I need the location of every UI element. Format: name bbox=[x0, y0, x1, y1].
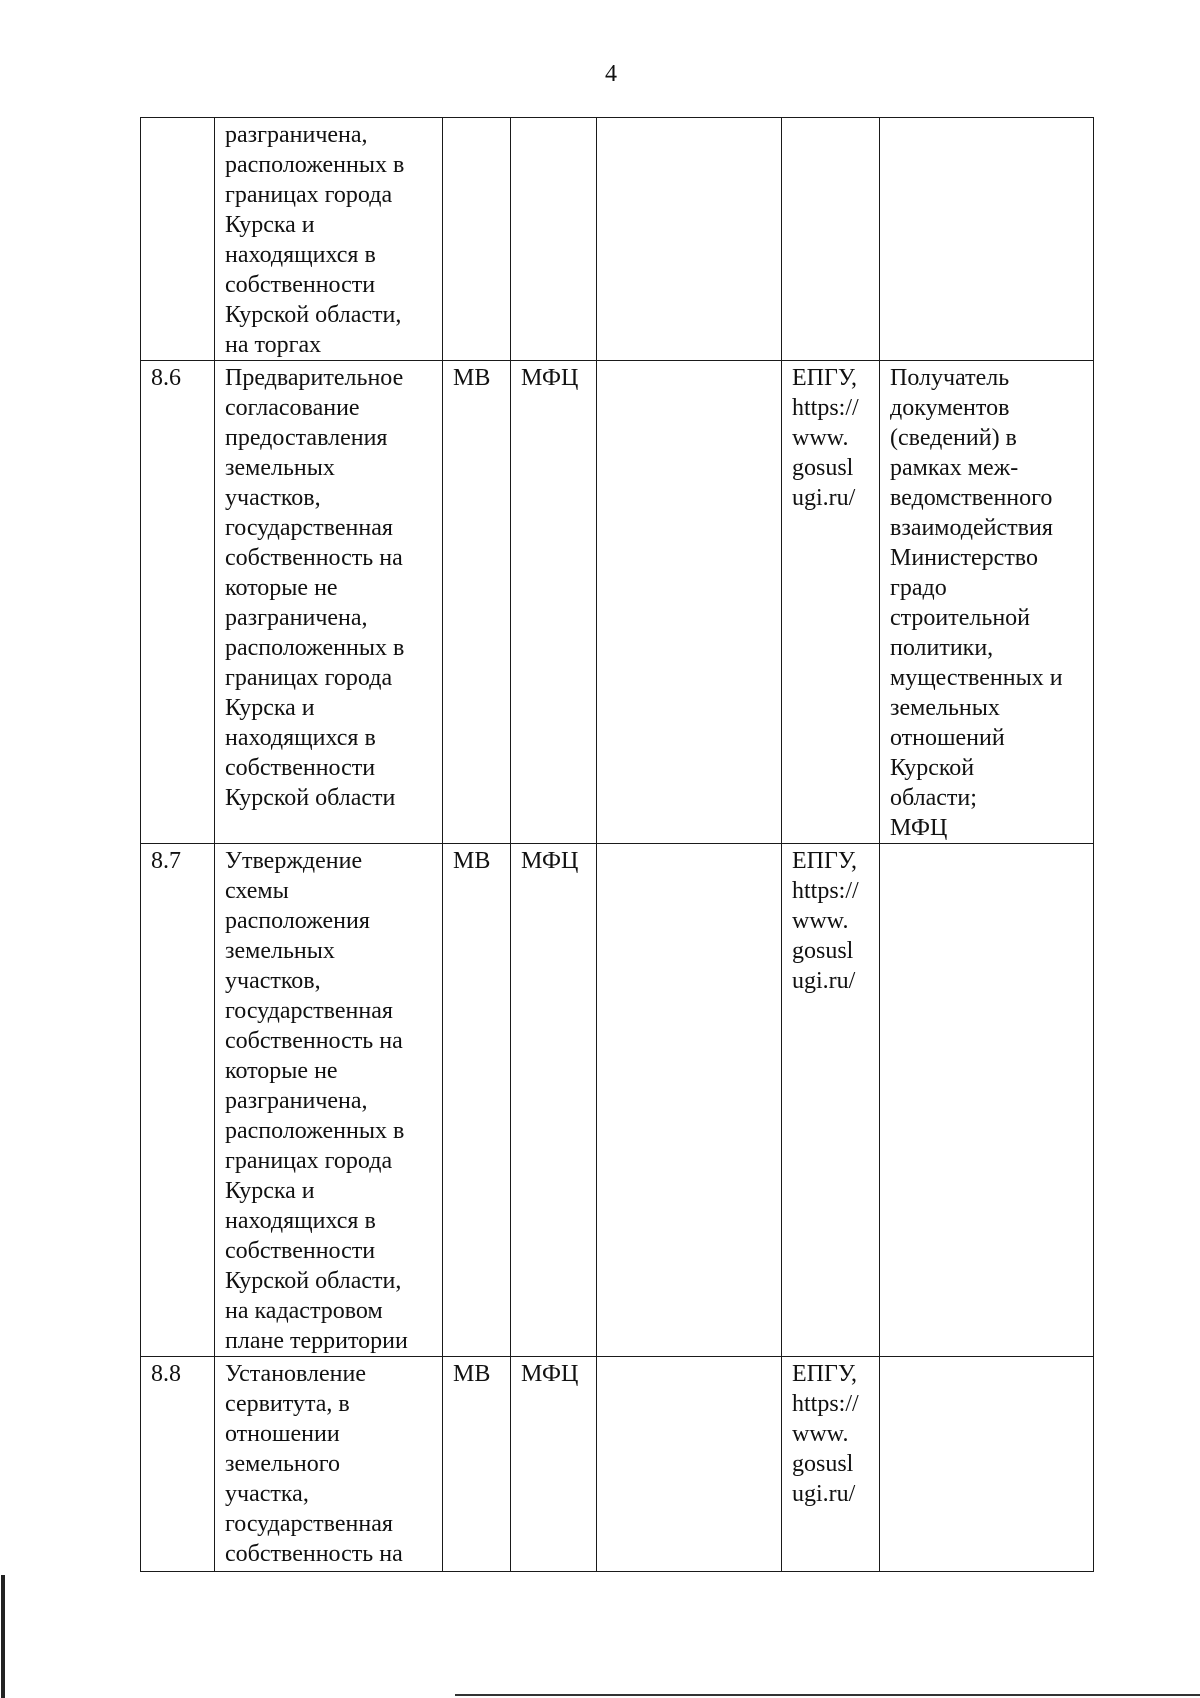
note-cell bbox=[880, 118, 1094, 361]
note-cell bbox=[880, 844, 1094, 1357]
row-number-cell: 8.7 bbox=[141, 844, 215, 1357]
mv-cell: МВ bbox=[443, 844, 511, 1357]
scan-bottom-line bbox=[455, 1694, 1200, 1696]
mv-cell bbox=[443, 118, 511, 361]
row-number-cell: 8.8 bbox=[141, 1357, 215, 1572]
page-number: 4 bbox=[605, 61, 617, 87]
empty-cell bbox=[597, 844, 782, 1357]
table-row bbox=[141, 118, 1094, 361]
mfc-cell: МФЦ bbox=[511, 361, 597, 844]
table-row bbox=[141, 844, 1094, 1357]
table-row bbox=[141, 1357, 1094, 1572]
portal-cell: ЕПГУ, https:// www. gosusl ugi.ru/ bbox=[782, 1357, 880, 1572]
portal-cell bbox=[782, 118, 880, 361]
empty-cell bbox=[597, 1357, 782, 1572]
row-number-cell bbox=[141, 118, 215, 361]
mv-cell: МВ bbox=[443, 361, 511, 844]
empty-cell bbox=[597, 118, 782, 361]
mfc-cell bbox=[511, 118, 597, 361]
services-table bbox=[140, 117, 1094, 1572]
service-name-cell: разграничена, расположенных в границах города Курска и находящихся в собственности Курской области, на торгах bbox=[215, 118, 443, 361]
service-name-cell: Утверждение схемы расположения земельных участков, государственная собственность на которые не разграничена, расположенных в границах города Курска и находящихся в собственности Курской области, на кадастровом плане территории bbox=[215, 844, 443, 1357]
empty-cell bbox=[597, 361, 782, 844]
service-name-cell: Установление сервитута, в отношении земельного участка, государственная собственность на bbox=[215, 1357, 443, 1572]
row-number-cell: 8.6 bbox=[141, 361, 215, 844]
scan-edge-mark bbox=[1, 1575, 5, 1698]
portal-cell: ЕПГУ, https:// www. gosusl ugi.ru/ bbox=[782, 361, 880, 844]
note-cell: Получатель документов (сведений) в рамках меж- ведомственного взаимодействия Министерство градо строительной политики, мущественных и земельных отношений Курской области; МФЦ bbox=[880, 361, 1094, 844]
portal-cell: ЕПГУ, https:// www. gosusl ugi.ru/ bbox=[782, 844, 880, 1357]
note-cell bbox=[880, 1357, 1094, 1572]
mfc-cell: МФЦ bbox=[511, 1357, 597, 1572]
table-row bbox=[141, 361, 1094, 844]
mfc-cell: МФЦ bbox=[511, 844, 597, 1357]
mv-cell: МВ bbox=[443, 1357, 511, 1572]
service-name-cell: Предварительное согласование предоставления земельных участков, государственная собственность на которые не разграничена, расположенных в границах города Курска и находящихся в собственности Курской области bbox=[215, 361, 443, 844]
